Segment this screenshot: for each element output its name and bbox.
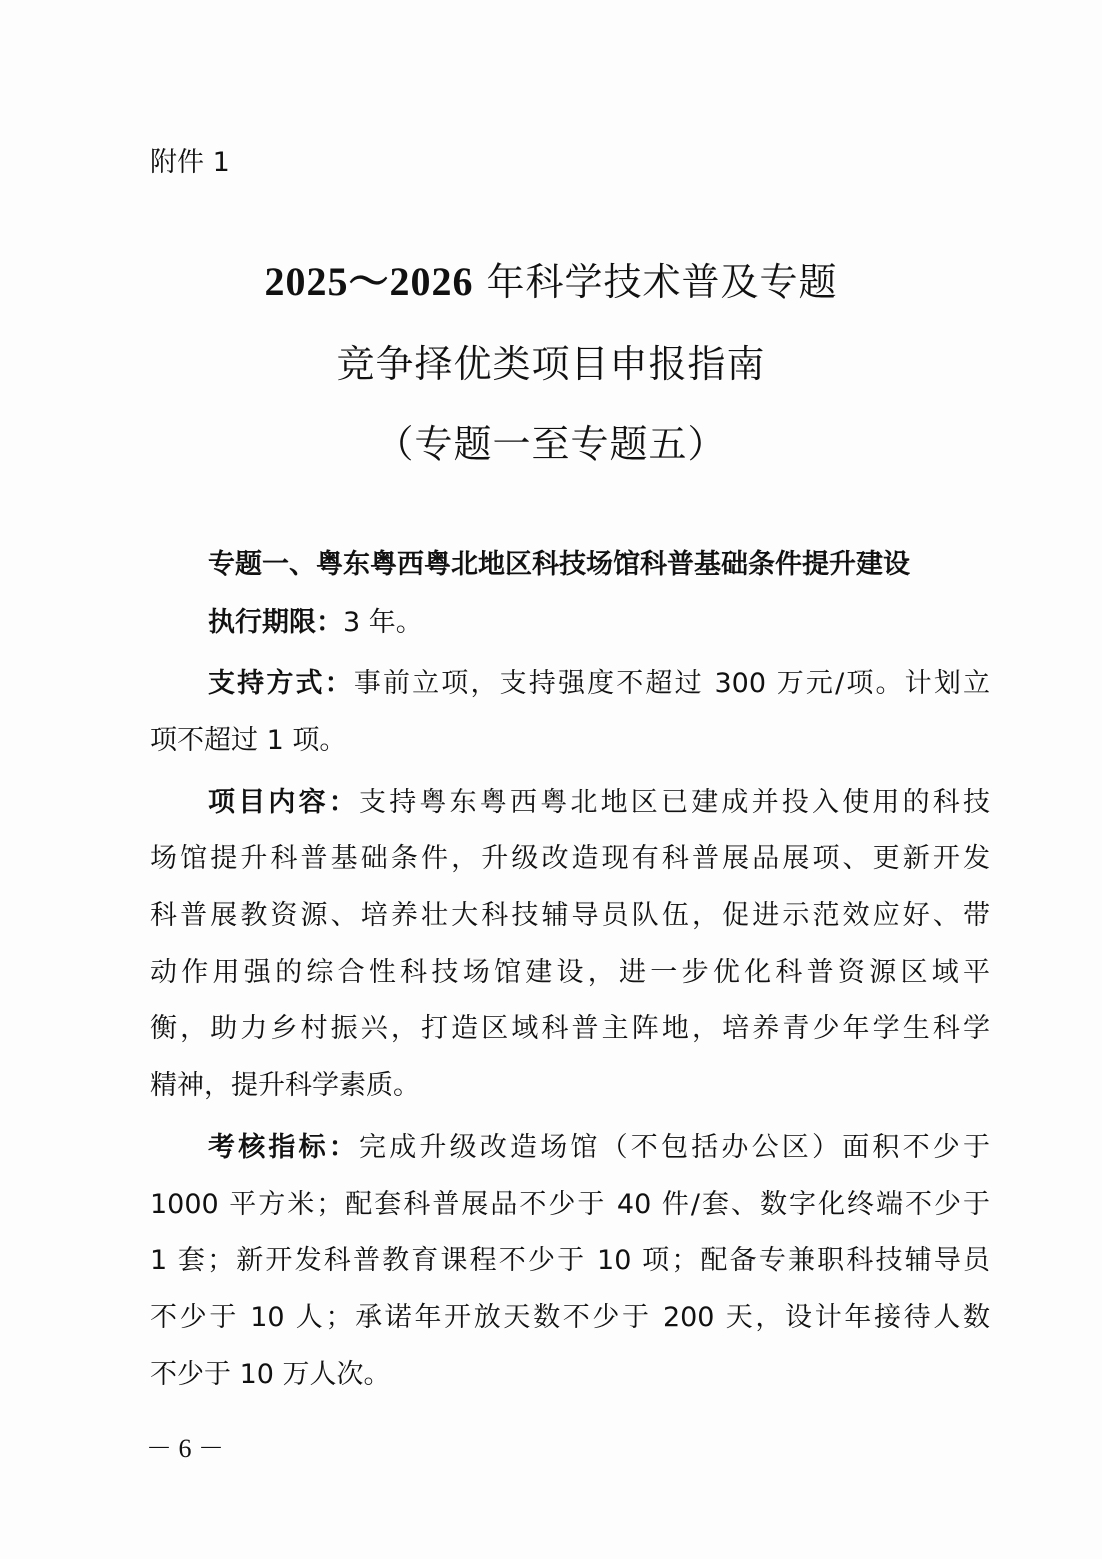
title-line1-text: 年科学技术普及专题 bbox=[473, 260, 838, 304]
content-line-4: 动作用强的综合性科技场馆建设，进一步优化科普资源区域平 bbox=[150, 957, 990, 988]
document-title-line2: 竞争择优类项目申报指南 bbox=[336, 342, 766, 386]
support-line-2: 项不超过 1 项。 bbox=[150, 725, 347, 756]
indicator-label: 考核指标： bbox=[208, 1132, 359, 1163]
indicator-line-1: 考核指标：完成升级改造场馆（不包括办公区）面积不少于 bbox=[208, 1132, 990, 1163]
indicator-line-4: 不少于 10 人；承诺年开放天数不少于 200 天，设计年接待人数 bbox=[150, 1302, 990, 1333]
content-label: 项目内容： bbox=[208, 787, 359, 818]
document-title-line1 bbox=[0, 250, 1102, 307]
content-line-2: 场馆提升科普基础条件，升级改造现有科普展品展项、更新开发 bbox=[150, 843, 990, 874]
title-year-range: 2025～2026 bbox=[264, 259, 474, 304]
attachment-label: 附件 1 bbox=[150, 147, 230, 178]
indicator-line-5: 不少于 10 万人次。 bbox=[150, 1359, 391, 1390]
content-line-3: 科普展教资源、培养壮大科技辅导员队伍，促进示范效应好、带 bbox=[150, 900, 990, 931]
indicator-line-3: 1 套；新开发科普教育课程不少于 10 项；配备专兼职科技辅导员 bbox=[150, 1245, 990, 1276]
content-line-5: 衡，助力乡村振兴，打造区域科普主阵地，培养青少年学生科学 bbox=[150, 1013, 990, 1044]
page-number: － 6 － bbox=[146, 1434, 225, 1463]
content-line-1: 项目内容：支持粤东粤西粤北地区已建成并投入使用的科技 bbox=[208, 787, 990, 818]
support-label: 支持方式： bbox=[208, 668, 354, 699]
document-subtitle: （专题一至专题五） bbox=[375, 422, 727, 466]
content-line-6: 精神，提升科学素质。 bbox=[150, 1070, 420, 1101]
section-heading: 专题一、粤东粤西粤北地区科技场馆科普基础条件提升建设 bbox=[208, 549, 910, 580]
period-paragraph bbox=[208, 600, 990, 639]
support-line-1: 支持方式：事前立项，支持强度不超过 300 万元/项。计划立 bbox=[208, 668, 991, 699]
period-label: 执行期限： bbox=[208, 607, 343, 638]
indicator-line-2: 1000 平方米；配套科普展品不少于 40 件/套、数字化终端不少于 bbox=[150, 1189, 990, 1220]
period-value: 3 年。 bbox=[343, 607, 423, 638]
